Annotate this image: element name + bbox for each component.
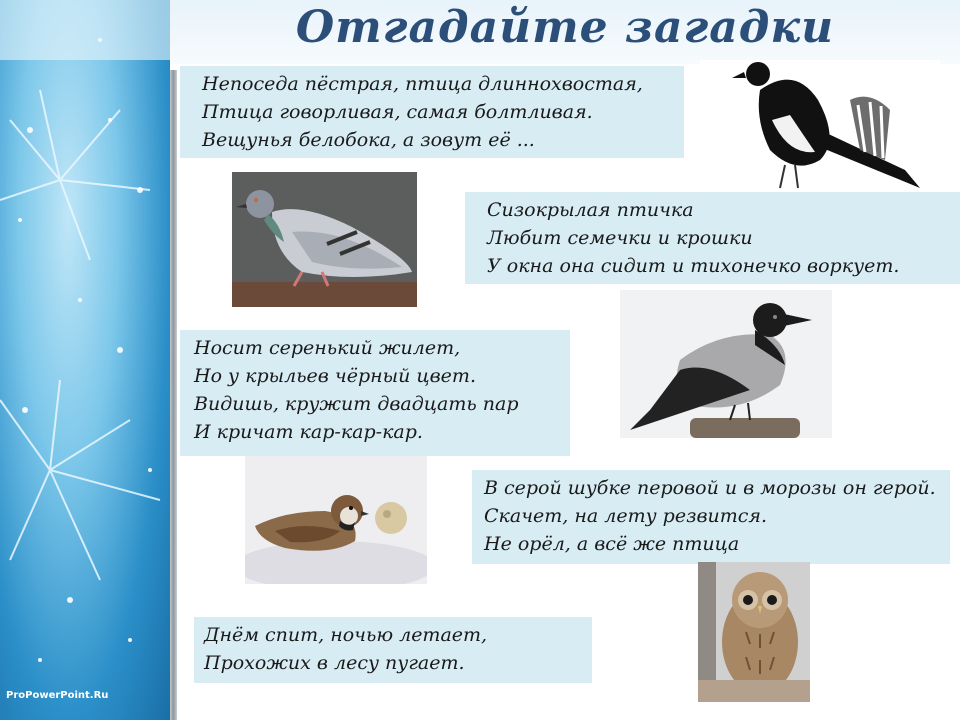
pigeon-photo: [232, 172, 417, 307]
riddle-line: Не орёл, а всё же птица: [484, 533, 740, 555]
riddle-sparrow: [472, 470, 950, 564]
riddle-line: Скачет, на лету резвится.: [484, 505, 768, 527]
riddle-line: Непоседа пёстрая, птица длиннохвостая,: [202, 73, 643, 95]
riddle-pigeon: [465, 192, 960, 284]
riddle-line: Днём спит, ночью летает,: [204, 624, 488, 646]
riddle-line: Прохожих в лесу пугает.: [204, 652, 465, 674]
riddle-line: Любит семечки и крошки: [487, 227, 753, 249]
riddle-crow: [180, 330, 570, 456]
owl-photo: [698, 562, 810, 702]
site-credit: ProPowerPoint.Ru: [6, 690, 109, 701]
page-title: Отгадайте загадки: [295, 2, 835, 53]
riddle-line: У окна она сидит и тихонечко воркует.: [487, 255, 900, 277]
sparrow-photo: [245, 456, 427, 584]
magpie-photo: [700, 60, 940, 192]
riddle-line: Носит серенький жилет,: [194, 337, 461, 359]
riddle-line: Сизокрылая птичка: [487, 199, 694, 221]
frosted-pine-decoration: [0, 0, 170, 720]
riddle-line: Птица говорливая, самая болтливая.: [202, 101, 593, 123]
riddle-owl: [194, 617, 592, 683]
riddle-line: Видишь, кружит двадцать пар: [194, 393, 519, 415]
riddle-line: В серой шубке перовой и в морозы он герой.: [484, 477, 936, 499]
vertical-divider: [170, 70, 177, 720]
riddle-magpie: [180, 66, 684, 158]
riddle-line: Вещунья белобока, а зовут её ...: [202, 129, 535, 151]
riddle-line: Но у крыльев чёрный цвет.: [194, 365, 476, 387]
riddle-line: И кричат кар-кар-кар.: [194, 421, 423, 443]
crow-photo: [620, 290, 832, 438]
